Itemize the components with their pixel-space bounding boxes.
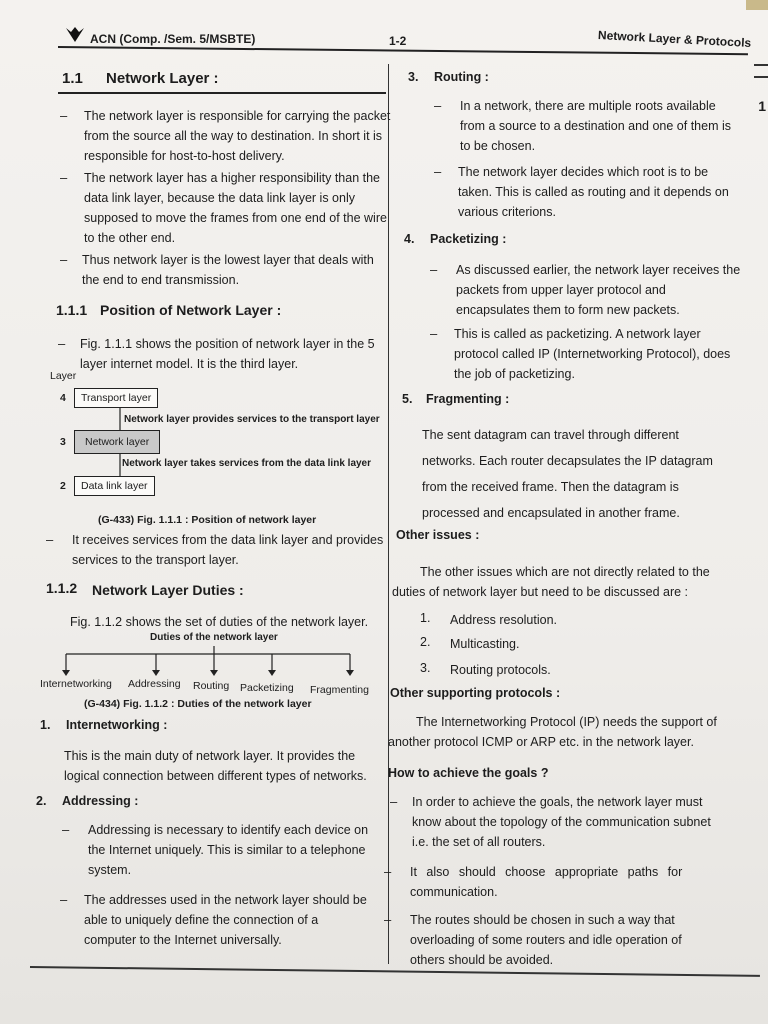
paragraph: The network layer decides which root is to be taken. This is called as routing and it depends on various criterions. <box>458 165 729 219</box>
figure-note: Network layer takes services from the data link layer <box>122 458 372 469</box>
bullet-dash: – <box>58 336 66 351</box>
list-number: 2. <box>420 635 431 649</box>
tree-node: Addressing <box>128 678 181 690</box>
tree-root-label: Duties of the network layer <box>150 632 278 643</box>
paragraph: The routes should be chosen in such a way that overloading of some routers and idle operation of others should be avoided. <box>410 913 682 967</box>
header-book-title: ACN (Comp. /Sem. 5/MSBTE) <box>90 32 256 46</box>
corner-tab <box>746 0 768 10</box>
tree-node: Fragmenting <box>310 684 369 696</box>
bullet-dash: – <box>384 864 392 879</box>
edge-mark <box>754 76 768 78</box>
bullet-dash: – <box>430 326 438 341</box>
section-underline <box>58 92 386 94</box>
layer-number: 4 <box>60 392 66 404</box>
list-item: Multicasting. <box>450 637 520 651</box>
page-header <box>62 22 752 51</box>
paragraph: The network layer is responsible for carrying the packet from the source all the way to destination. In short it is responsible for host-to-host delivery. <box>84 109 391 163</box>
edge-digit: 1 <box>758 98 766 114</box>
paragraph: Fig. 1.1.1 shows the position of network layer in the 5 layer internet model. It is the third layer. <box>80 337 375 371</box>
paragraph: Thus network layer is the lowest layer that deals with the end to end transmission. <box>82 253 374 287</box>
tree-node: Packetizing <box>240 682 294 694</box>
publisher-logo-icon <box>64 26 86 44</box>
item-title: Packetizing : <box>430 232 507 246</box>
subsection-title: Position of Network Layer : <box>100 302 282 318</box>
list-number: 1. <box>420 611 431 625</box>
figure-note: Network layer provides services to the transport layer <box>124 414 380 425</box>
tree-node: Routing <box>193 680 230 692</box>
list-item: Address resolution. <box>450 613 558 627</box>
section-heading: Other supporting protocols : <box>390 686 561 700</box>
paragraph: Fig. 1.1.2 shows the set of duties of the network layer. <box>70 615 369 629</box>
bullet-dash: – <box>62 822 70 837</box>
header-chapter-title: Network Layer & Protocols <box>597 28 752 51</box>
edge-mark <box>754 64 768 66</box>
paragraph: Addressing is necessary to identify each device on the Internet uniquely. This is similar to a telephone system. <box>88 823 369 877</box>
bullet-dash: – <box>60 892 68 907</box>
axis-label: Layer <box>50 370 77 382</box>
paragraph: In a network, there are multiple roots available from a source to a destination and one of them is to be chosen. <box>460 99 731 153</box>
paragraph: The addresses used in the network layer should be able to uniquely define the connection of a computer to the Internet universally. <box>84 893 367 947</box>
transport-layer-box: Transport layer <box>74 388 158 408</box>
paragraph: As discussed earlier, the network layer receives the packets from upper layer protocol and encapsulates them to form new packets. <box>456 263 741 317</box>
bullet-dash: – <box>60 108 68 123</box>
paragraph: This is called as packetizing. A network layer protocol called IP (Internetworking Protocol), does the job of packetizing. <box>454 327 731 381</box>
section-heading: How to achieve the goals ? <box>388 766 549 780</box>
figure-caption: (G-434) Fig. 1.1.2 : Duties of the network layer <box>84 698 312 710</box>
subsection-number: 1.1.1 <box>56 302 88 318</box>
paragraph: This is the main duty of network layer. It provides the logical connection between different types of networks. <box>64 749 367 783</box>
section-number: 1.1 <box>62 70 83 87</box>
bullet-dash: – <box>46 532 54 547</box>
tree-node: Internetworking <box>40 678 112 690</box>
paragraph: It receives services from the data link layer and provides services to the transport layer. <box>72 533 384 567</box>
tree-connectors <box>40 646 380 676</box>
paragraph: The sent datagram can travel through different networks. Each router decapsulates the IP datagram from the received frame. Then the datagram is processed and encapsulated in another frame. <box>422 428 713 520</box>
bullet-dash: – <box>390 794 398 809</box>
list-number: 3. <box>408 70 419 84</box>
bullet-dash: – <box>434 164 442 179</box>
bullet-dash: – <box>434 98 442 113</box>
layer-number: 2 <box>60 480 66 492</box>
section-title: Network Layer : <box>106 70 219 87</box>
paragraph: The Internetworking Protocol (IP) needs the support of another protocol ICMP or ARP etc. in the network layer. <box>388 715 717 749</box>
data-link-layer-box: Data link layer <box>74 476 155 496</box>
layer-number: 3 <box>60 436 66 448</box>
list-number: 2. <box>36 794 47 808</box>
list-number: 4. <box>404 232 415 246</box>
subsection-title: Network Layer Duties : <box>92 582 244 598</box>
subsection-number: 1.1.2 <box>46 580 78 596</box>
bullet-dash: – <box>384 912 392 927</box>
item-title: Addressing : <box>62 794 139 808</box>
bullet-dash: – <box>60 170 68 185</box>
figure-caption: (G-433) Fig. 1.1.1 : Position of network layer <box>98 514 317 526</box>
network-layer-box: Network layer <box>74 430 160 454</box>
section-heading: Other issues : <box>396 528 480 542</box>
header-page-number: 1-2 <box>389 34 407 48</box>
list-number: 1. <box>40 718 51 732</box>
paragraph: The other issues which are not directly related to the duties of network layer but need to be discussed are : <box>392 565 710 599</box>
item-title: Fragmenting : <box>426 392 510 406</box>
paragraph: It also should choose appropriate paths for communication. <box>410 865 683 899</box>
bullet-dash: – <box>430 262 438 277</box>
list-item: Routing protocols. <box>450 663 551 677</box>
bullet-dash: – <box>60 252 68 267</box>
column-divider <box>388 64 389 964</box>
item-title: Routing : <box>434 70 489 84</box>
list-number: 5. <box>402 392 413 406</box>
item-title: Internetworking : <box>66 718 168 732</box>
paragraph: The network layer has a higher responsibility than the data link layer, because the data link layer is only supposed to move the frames from one end of the wire to the other end. <box>84 171 387 245</box>
list-number: 3. <box>420 661 431 675</box>
paragraph: In order to achieve the goals, the network layer must know about the topology of the communication subnet i.e. the set of all routers. <box>412 795 711 849</box>
